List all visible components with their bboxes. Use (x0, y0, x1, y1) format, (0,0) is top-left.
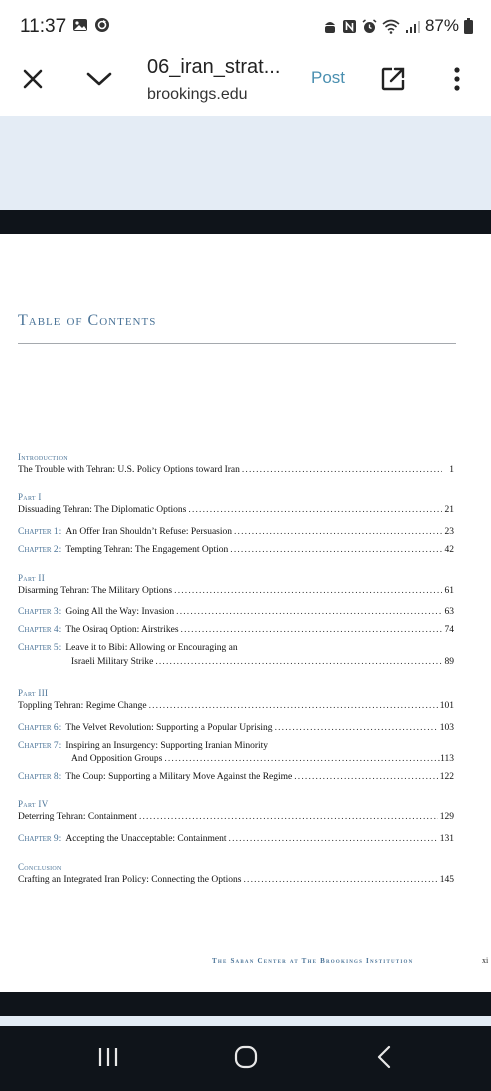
close-icon (22, 68, 44, 95)
document-domain: brookings.edu (147, 86, 248, 103)
recent-apps-icon (97, 1047, 119, 1072)
signal-icon (405, 19, 420, 34)
nfc-icon (342, 19, 357, 34)
back-icon (376, 1045, 392, 1074)
close-button[interactable] (14, 62, 52, 100)
toc-entry[interactable]: Chapter 7: Inspiring an Insurgency: Supporting Iranian Minority (18, 741, 269, 751)
toc-entry[interactable]: Chapter 1: An Offer Iran Shouldn’t Refuse: Persuasion . . . 23 (18, 527, 454, 537)
toc-entry[interactable]: Dissuading Tehran: The Diplomatic Options . . . 21 (18, 505, 454, 515)
toc-entry[interactable]: Chapter 3: Going All the Way: Invasion . . . 63 (18, 607, 454, 617)
minimize-button[interactable] (80, 62, 118, 100)
toc-entry[interactable]: Chapter 9: Accepting the Unacceptable: Containment . . . 131 (18, 834, 454, 844)
sync-icon (94, 17, 110, 38)
wifi-icon (382, 19, 400, 34)
page-bottom-band (0, 992, 491, 1016)
viewer-background (0, 116, 491, 210)
post-button[interactable]: Post (311, 68, 346, 87)
android-icon (323, 19, 337, 34)
toc-entry[interactable]: Chapter 6: The Velvet Revolution: Supporting a Popular Uprising . . . 103 (18, 723, 454, 733)
page-number: xi (482, 956, 489, 965)
home-icon (234, 1045, 258, 1074)
page-top-band (0, 210, 491, 234)
home-button[interactable] (228, 1044, 264, 1074)
more-options-button[interactable] (440, 62, 474, 100)
open-in-browser-button[interactable] (374, 62, 412, 100)
document-title: 06_iran_strat... (147, 56, 281, 78)
alarm-icon (362, 19, 377, 34)
back-button[interactable] (366, 1044, 402, 1074)
toc-entry[interactable]: Chapter 4: The Osiraq Option: Airstrikes . . . 74 (18, 625, 454, 635)
status-time: 11:37 (20, 16, 67, 37)
toc-title: Table of Contents (18, 312, 157, 329)
chevron-down-icon (86, 71, 112, 92)
gallery-icon (72, 17, 88, 38)
section-label-part-4: Part IV (18, 799, 49, 809)
toc-entry-continuation[interactable]: Israeli Military Strike . . . 89 (71, 657, 454, 667)
toc-entry[interactable]: Deterring Tehran: Containment . . . 129 (18, 812, 454, 822)
section-label-part-2: Part II (18, 573, 45, 583)
viewer-background-bottom (0, 1016, 491, 1026)
toc-entry[interactable]: Toppling Tehran: Regime Change . . . 101 (18, 701, 454, 711)
recent-apps-button[interactable] (90, 1044, 126, 1074)
custom-tab-toolbar (0, 56, 491, 116)
toc-entry[interactable]: Disarming Tehran: The Military Options . . . 61 (18, 586, 454, 596)
battery-icon (464, 18, 473, 34)
battery-percent: 87% (424, 16, 459, 35)
toc-entry[interactable]: The Trouble with Tehran: U.S. Policy Options toward Iran . . . 1 (18, 465, 454, 475)
toc-entry[interactable]: Chapter 5: Leave it to Bibi: Allowing or Encouraging an (18, 643, 238, 653)
page-footer: The Saban Center at The Brookings Institution (212, 957, 414, 965)
toc-divider (18, 343, 456, 344)
toc-entry-continuation[interactable]: And Opposition Groups . . . .113 (71, 754, 454, 764)
toc-entry[interactable]: Chapter 8: The Coup: Supporting a Military Move Against the Regime . . . 122 (18, 772, 454, 782)
status-bar (0, 0, 491, 56)
open-external-icon (380, 66, 406, 97)
section-label-part-3: Part III (18, 688, 49, 698)
toc-entry[interactable]: Crafting an Integrated Iran Policy: Connecting the Options . . . 145 (18, 875, 454, 885)
more-vert-icon (454, 67, 460, 96)
section-label-part-1: Part I (18, 492, 42, 502)
system-nav-bar (0, 1026, 491, 1091)
section-label-conclusion: Conclusion (18, 862, 62, 872)
pdf-page[interactable] (0, 234, 491, 992)
section-label-introduction: Introduction (18, 452, 68, 462)
toc-entry[interactable]: Chapter 2: Tempting Tehran: The Engagement Option . . . 42 (18, 545, 454, 555)
